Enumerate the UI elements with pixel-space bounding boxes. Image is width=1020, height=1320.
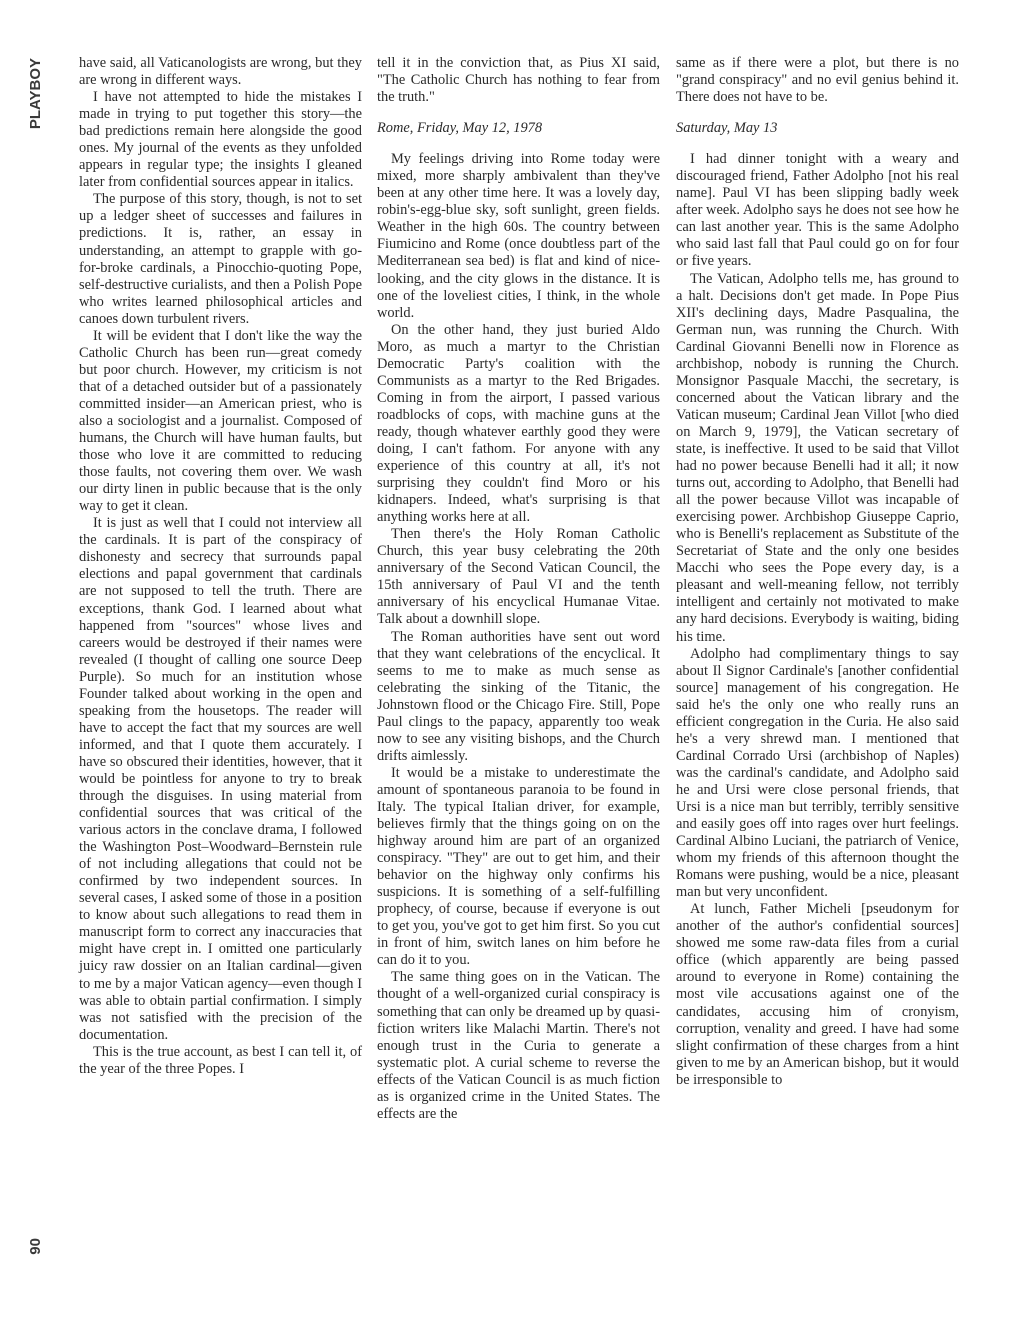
paragraph: Then there's the Holy Roman Catholic Church, this year busy celebrating the 20th anniversary of the Second Vatican Council, the 15th anniversary of Paul VI and the tenth anniversary of his encyclical Humanae Vitae. Talk about a downhill slope. [377, 526, 660, 628]
paragraph: It is just as well that I could not interview all the cardinals. It is part of the conspiracy of dishonesty and secrecy that surrounds papal elections and papal government that cardinals are not supposed to tell the truth. There are exceptions, thank God. I learned about what happened from "sources" whose lives and careers would be destroyed if their names were revealed (I thought of calling one source Deep Purple). So much for an institution whose Founder talked about working in the open and speaking from the housetops. The reader will have to accept the fact that my sources are well informed, and that I quote them accurately. I have so obscured their identities, however, that it would be pointless for anyone to try to break through the disguises. In using material from confidential sources that was critical of the various actors in the conclave drama, I followed the Washington Post–Woodward–Bernstein rule of not including allegations that could not be confirmed by two independent sources. In several cases, I asked some of those in a position to know about such allegations to read them in manuscript form to correct any inaccuracies that might have crept in. I omitted one particularly juicy raw dossier on an Italian cardinal—given to me by a major Vatican agency—even though I was able to obtain partial confirmation. I simply was not satisfied with the precision of the documentation. [79, 515, 362, 1043]
paragraph: have said, all Vaticanologists are wrong, but they are wrong in different ways. [79, 55, 362, 89]
paragraph: It will be evident that I don't like the way the Catholic Church has been run—great comedy but poor church. However, my criticism is not that of a detached outsider but of a passionately committed insider—an American priest, who is also a sociologist and a journalist. Composed of humans, the Church will have human faults, but those who love it are committed to reducing those faults, not covering them over. We wash our dirty linen in public because that is the only way to get it clean. [79, 327, 362, 515]
page-number: 90 [27, 1238, 44, 1255]
paragraph: The purpose of this story, though, is not to set up a ledger sheet of successes and failures in predictions. It is, rather, an essay in understanding, an attempt to grapple with go-for-broke cardinals, a Pinocchio-quoting Pope, self-destructive curialists, and then a Polish Pope who writes learned philosophical articles and canoes down turbulent rivers. [79, 191, 362, 327]
paragraph: The same thing goes on in the Vatican. The thought of a well-organized curial conspiracy is something that can only be dreamed up by quasi-fiction writers like Malachi Martin. There's not enough trust in the Curia to generate a systematic plot. A curial scheme to reverse the effects of the Vatican Council is as much fiction as is organized crime in the United States. The effects are the [377, 969, 660, 1122]
magazine-name [27, 58, 44, 129]
paragraph: The Vatican, Adolpho tells me, has ground to a halt. Decisions don't get made. In Pope Pius XII's declining days, Madre Pasqualina, the German nun, was running the Church. With Cardinal Giovanni Benelli now in Florence as archbishop, nobody is running the Church. Monsignor Pasquale Macchi, the secretary, is concerned about the Vatican library and the Vatican museum; Cardinal Jean Villot [who died on March 9, 1979], the Vatican secretary of state, is ineffective. It used to be said that Villot had no power because Benelli had it all; it now turns out, according to Adolpho, that Benelli had all the power because Villot was incapable of exercising power. Archbishop Giuseppe Caprio, who is Benelli's replacement as Substitute of the Secretariat of State and the only one besides Macchi who sees the Pope every day, is a pleasant and well-meaning fellow, not terribly intelligent and certainly not motivated to make any hard decisions. Everybody is waiting, biding his time. [676, 270, 959, 645]
paragraph: At lunch, Father Micheli [pseudonym for another of the author's confidential sources] showed me some raw-data files from a curial office (which apparently are being passed around to everyone in Rome) containing the most vile accusations against one of the candidates, accusing him of cronyism, corruption, venality and greed. I have had some slight confirmation of these charges from a hint given to me by an American bishop, but it would be irresponsible to [676, 901, 959, 1088]
column-3 [676, 55, 959, 1089]
paragraph: On the other hand, they just buried Aldo Moro, as much a martyr to the Christian Democratic Party's coalition with the Communists as a martyr to the Red Brigades. Coming in from the airport, I passed various roadblocks of cops, with machine guns at the ready, though whatever earthly good they were doing, I can't fathom. For anyone with any experience of this country at all, it's not surprising they couldn't find Moro or his kidnapers. Indeed, what's surprising is that anything works here at all. [377, 321, 660, 526]
paragraph: I had dinner tonight with a weary and discouraged friend, Father Adolpho [not his real name]. Paul VI has been slipping badly week after week. Adolpho says he does not see how he can last another year. This is the same Adolpho who said last fall that Paul could go on for four or five years. [676, 151, 959, 270]
column-1 [79, 55, 362, 1078]
paragraph: This is the true account, as best I can tell it, of the year of the three Popes. I [79, 1043, 362, 1077]
paragraph: same as if there were a plot, but there is no "grand conspiracy" and no evil genius behind it. There does not have to be. [676, 55, 959, 106]
magazine-name-text: PLAYBOY [27, 58, 44, 130]
dateline: Rome, Friday, May 12, 1978 [377, 120, 543, 137]
paragraph: The Roman authorities have sent out word that they want celebrations of the encyclical. It seems to me to make as much sense as celebrating the sinking of the Titanic, the Johnstown flood or the Chicago Fire. Still, Pope Paul clings to the papacy, apparently too weak now to see any visiting bishops, and the Church drifts aimlessly. [377, 628, 660, 764]
paragraph: It would be a mistake to underestimate the amount of spontaneous paranoia to be found in Italy. The typical Italian driver, for example, believes firmly that the things going on on the highway around him are part of an organized conspiracy. "They" are out to get him, and their behavior on the highway only confirms his suspicions. It is something of a self-fulfilling prophecy, of course, because if everyone is out to get you, you've got to get him first. So you cut in front of him, switch lanes on him before he can do it to you. [377, 764, 660, 969]
paragraph: Adolpho had complimentary things to say about Il Signor Cardinale's [another confidential source] management of his congregation. He said he's the only one who really runs an efficient congregation in the Curia. He also said he's a very shrewd man. I mentioned that Cardinal Corrado Ursi (archbishop of Naples) was the cardinal's candidate, and Adolpho said he and Ursi were close personal friends, that Ursi is a nice man but terribly, terribly sensitive and easily goes off into rages over hurt feelings. Cardinal Albino Luciani, the patriarch of Venice, whom my friends of this afternoon thought the Romans were pushing, would be a nice, pleasant man but very unconfident. [676, 645, 959, 901]
paragraph: My feelings driving into Rome today were mixed, more sharply ambivalent than they've been at any other time here. It was a lovely day, robin's-egg-blue sky, soft sunlight, green fields. Weather in the high 60s. The country between Fiumicino and Rome (once doubtless part of the Mediterranean sea bed) is flat and kind of nice-looking, and the city glows in the distance. It is one of the loveliest cities, I think, in the whole world. [377, 151, 660, 321]
dateline: Saturday, May 13 [676, 120, 778, 137]
column-2 [377, 55, 660, 1123]
paragraph: I have not attempted to hide the mistakes I made in trying to put together this story—the bad predictions remain here alongside the good ones. My journal of the events as they unfolded appears in regular type; the insights I gleaned later from confidential sources appear in italics. [79, 89, 362, 191]
paragraph: tell it in the conviction that, as Pius XI said, "The Catholic Church has nothing to fear from the truth." [377, 55, 660, 106]
